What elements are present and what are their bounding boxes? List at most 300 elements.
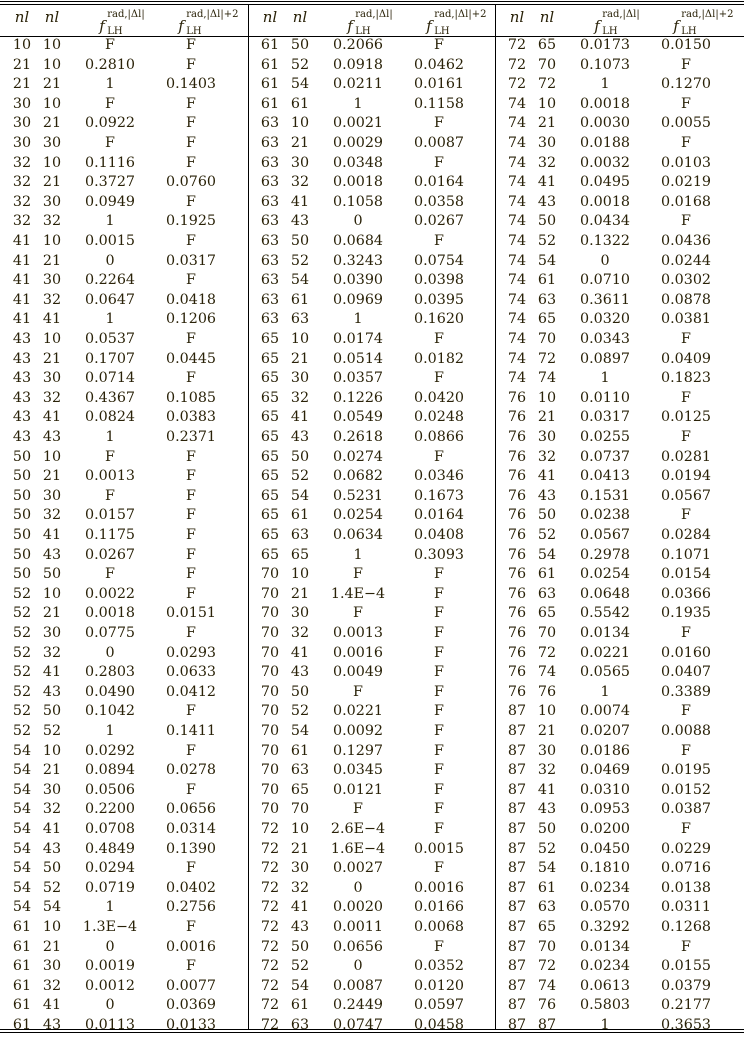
cell-n: 50 xyxy=(12,546,32,563)
cell-nprime: 72 xyxy=(537,76,557,93)
cell-n: 50 xyxy=(12,487,32,504)
cell-n: 70 xyxy=(260,585,280,602)
cell-nprime: 21 xyxy=(42,76,62,93)
cell-f-rad-dl: 0.0254 xyxy=(332,507,384,524)
cell-f-rad-dl-plus2: 0.0016 xyxy=(413,879,465,896)
cell-nprime: 32 xyxy=(290,879,310,896)
cell-f-rad-dl-plus2: 0.0656 xyxy=(165,801,217,818)
cell-f-rad-dl-plus2: 0.0878 xyxy=(660,291,712,308)
cell-n: 70 xyxy=(260,762,280,779)
cell-nprime: 61 xyxy=(290,997,310,1014)
cell-n: 72 xyxy=(260,938,280,955)
cell-nprime: 50 xyxy=(537,213,557,230)
cell-f-rad-dl-plus2: 0.1270 xyxy=(660,76,712,93)
cell-n: 50 xyxy=(12,448,32,465)
cell-n: 76 xyxy=(507,566,527,583)
cell-nprime: 43 xyxy=(42,546,62,563)
cell-f-rad-dl: 0.0016 xyxy=(332,644,384,661)
cell-f-rad-dl: 0.0537 xyxy=(84,331,136,347)
cell-nprime: 41 xyxy=(42,997,62,1014)
cell-n: 76 xyxy=(507,605,527,622)
cell-f-rad-dl-plus2: 0.0244 xyxy=(660,252,712,269)
cell-f-rad-dl: 0 xyxy=(105,938,115,955)
header-f-rad-dl-plus2: f rad,|Δl|+2 LH xyxy=(426,9,487,37)
cell-f-rad-dl: 0.0186 xyxy=(579,742,631,759)
cell-nprime: 21 xyxy=(42,350,62,367)
cell-f-rad-dl: 0.0013 xyxy=(332,625,384,641)
cell-nprime: 70 xyxy=(537,938,557,955)
cell-f-rad-dl: 0.0011 xyxy=(332,919,384,935)
cell-f-rad-dl: 1 xyxy=(600,683,610,700)
cell-f-rad-dl-plus2: 0.0278 xyxy=(165,762,217,779)
cell-f-rad-dl-plus2: 0.1823 xyxy=(660,370,712,387)
cell-f-rad-dl: F xyxy=(105,448,115,465)
cell-n: 87 xyxy=(507,703,527,720)
cell-f-rad-dl-plus2: F xyxy=(434,448,444,465)
cell-f-rad-dl-plus2: 0.0016 xyxy=(165,938,217,955)
cell-n: 50 xyxy=(12,507,32,524)
cell-n: 54 xyxy=(12,762,32,779)
cell-nprime: 63 xyxy=(537,585,557,602)
cell-f-rad-dl: 0.0200 xyxy=(579,821,631,837)
cell-nprime: 21 xyxy=(290,840,310,857)
cell-f-rad-dl-plus2: F xyxy=(681,742,691,759)
header-nl: nl xyxy=(14,8,30,26)
cell-nprime: 32 xyxy=(537,448,557,465)
cell-f-rad-dl-plus2: 0.0103 xyxy=(660,154,712,171)
cell-f-rad-dl-plus2: 0.0281 xyxy=(660,448,712,465)
cell-f-rad-dl: F xyxy=(353,566,363,583)
cell-n: 63 xyxy=(260,115,280,132)
cell-n: 32 xyxy=(12,213,32,230)
cell-nprime: 32 xyxy=(42,389,62,406)
cell-nprime: 52 xyxy=(42,879,62,896)
cell-n: 41 xyxy=(12,233,32,249)
cell-f-rad-dl-plus2: 0.0087 xyxy=(413,135,465,151)
cell-f-rad-dl: 0.0110 xyxy=(579,389,631,406)
cell-n: 74 xyxy=(507,311,527,328)
cell-f-rad-dl-plus2: 0.0138 xyxy=(660,879,712,896)
cell-nprime: 21 xyxy=(42,252,62,269)
cell-f-rad-dl-plus2: F xyxy=(434,742,444,759)
cell-f-rad-dl-plus2: 0.0229 xyxy=(660,840,712,857)
cell-f-rad-dl: 0.0018 xyxy=(84,605,136,622)
cell-nprime: 30 xyxy=(42,781,62,798)
cell-f-rad-dl: 0.0775 xyxy=(84,625,136,641)
cell-n: 72 xyxy=(260,899,280,916)
cell-f-rad-dl: 1.3E−4 xyxy=(82,919,138,935)
cell-nprime: 70 xyxy=(537,625,557,641)
cell-nprime: 61 xyxy=(290,95,310,112)
cell-f-rad-dl-plus2: F xyxy=(186,135,196,151)
cell-f-rad-dl: 0.0134 xyxy=(579,625,631,641)
cell-f-rad-dl-plus2: 0.0567 xyxy=(660,487,712,504)
cell-f-rad-dl-plus2: 0.0248 xyxy=(413,409,465,426)
cell-f-rad-dl: 1 xyxy=(105,899,115,916)
cell-f-rad-dl: 0.0357 xyxy=(332,370,384,387)
cell-f-rad-dl-plus2: 0.0597 xyxy=(413,997,465,1014)
cell-f-rad-dl-plus2: 0.1390 xyxy=(165,840,217,857)
cell-f-rad-dl-plus2: 0.3653 xyxy=(660,1017,712,1033)
cell-f-rad-dl: 0.2803 xyxy=(84,664,136,681)
cell-n: 65 xyxy=(260,507,280,524)
cell-nprime: 70 xyxy=(537,56,557,73)
cell-f-rad-dl: 0.0613 xyxy=(579,977,631,994)
cell-f-rad-dl-plus2: 0.0458 xyxy=(413,1017,465,1033)
cell-f-rad-dl-plus2: F xyxy=(434,938,444,955)
cell-f-rad-dl: 0.5542 xyxy=(579,605,631,622)
cell-f-rad-dl-plus2: F xyxy=(434,605,444,622)
cell-f-rad-dl: 1.4E−4 xyxy=(330,585,386,602)
cell-n: 87 xyxy=(507,938,527,955)
cell-f-rad-dl: 0.1042 xyxy=(84,703,136,720)
cell-n: 43 xyxy=(12,389,32,406)
cell-nprime: 30 xyxy=(42,487,62,504)
cell-nprime: 70 xyxy=(537,331,557,347)
cell-f-rad-dl: 0.3292 xyxy=(579,919,631,935)
cell-f-rad-dl-plus2: 0.0716 xyxy=(660,860,712,877)
cell-f-rad-dl: 1 xyxy=(105,213,115,230)
cell-f-rad-dl-plus2: F xyxy=(186,370,196,387)
cell-n: 70 xyxy=(260,703,280,720)
cell-f-rad-dl-plus2: 0.0068 xyxy=(413,919,465,935)
cell-nprime: 10 xyxy=(42,154,62,171)
cell-f-rad-dl: 0.0087 xyxy=(332,977,384,994)
cell-n: 72 xyxy=(260,977,280,994)
cell-n: 72 xyxy=(260,821,280,837)
cell-f-rad-dl: F xyxy=(105,487,115,504)
cell-n: 76 xyxy=(507,448,527,465)
cell-n: 74 xyxy=(507,370,527,387)
cell-f-rad-dl: 0 xyxy=(105,644,115,661)
cell-f-rad-dl: 0.5231 xyxy=(332,487,384,504)
cell-n: 74 xyxy=(507,193,527,210)
cell-n: 52 xyxy=(12,723,32,739)
cell-nprime: 10 xyxy=(42,742,62,759)
cell-n: 43 xyxy=(12,370,32,387)
cell-f-rad-dl-plus2: F xyxy=(681,938,691,955)
cell-f-rad-dl: 0.0173 xyxy=(579,37,631,53)
cell-f-rad-dl-plus2: F xyxy=(186,468,196,485)
cell-f-rad-dl-plus2: F xyxy=(186,448,196,465)
cell-f-rad-dl: 0.0320 xyxy=(579,311,631,328)
cell-nprime: 70 xyxy=(290,801,310,818)
cell-f-rad-dl: 0.0029 xyxy=(332,135,384,151)
cell-f-rad-dl: 0.0049 xyxy=(332,664,384,681)
cell-n: 61 xyxy=(260,76,280,93)
cell-f-rad-dl-plus2: F xyxy=(186,703,196,720)
cell-f-rad-dl-plus2: 0.0314 xyxy=(165,821,217,837)
cell-nprime: 32 xyxy=(42,291,62,308)
cell-f-rad-dl-plus2: 0.0420 xyxy=(413,389,465,406)
cell-n: 87 xyxy=(507,919,527,935)
cell-n: 74 xyxy=(507,213,527,230)
cell-f-rad-dl-plus2: F xyxy=(186,37,196,53)
cell-f-rad-dl: 0.1175 xyxy=(84,527,136,543)
cell-f-rad-dl-plus2: 0.0088 xyxy=(660,723,712,739)
cell-f-rad-dl: F xyxy=(353,801,363,818)
cell-f-rad-dl: 0.0092 xyxy=(332,723,384,739)
cell-f-rad-dl: 0.4367 xyxy=(84,389,136,406)
cell-f-rad-dl: 0.4849 xyxy=(84,840,136,857)
cell-n: 61 xyxy=(12,958,32,975)
cell-nprime: 43 xyxy=(42,429,62,445)
cell-nprime: 54 xyxy=(537,252,557,269)
cell-f-rad-dl-plus2: F xyxy=(186,331,196,347)
cell-nprime: 43 xyxy=(42,1017,62,1033)
cell-f-rad-dl: 1 xyxy=(600,76,610,93)
cell-f-rad-dl: 0 xyxy=(353,958,363,975)
cell-nprime: 63 xyxy=(290,762,310,779)
cell-f-rad-dl: 0.1073 xyxy=(579,56,631,73)
cell-f-rad-dl-plus2: 0.1673 xyxy=(413,487,465,504)
cell-nprime: 41 xyxy=(42,409,62,426)
cell-n: 76 xyxy=(507,527,527,543)
cell-f-rad-dl: 0 xyxy=(105,997,115,1014)
cell-nprime: 65 xyxy=(537,37,557,53)
cell-f-rad-dl: 0.0015 xyxy=(84,233,136,249)
cell-f-rad-dl-plus2: 0.0152 xyxy=(660,781,712,798)
cell-n: 72 xyxy=(260,840,280,857)
cell-n: 76 xyxy=(507,585,527,602)
cell-f-rad-dl: 0.0188 xyxy=(579,135,631,151)
cell-n: 70 xyxy=(260,801,280,818)
cell-f-rad-dl-plus2: 0.0302 xyxy=(660,272,712,289)
cell-n: 72 xyxy=(507,56,527,73)
cell-nprime: 43 xyxy=(537,193,557,210)
cell-f-rad-dl: 0.0549 xyxy=(332,409,384,426)
cell-nprime: 21 xyxy=(290,135,310,151)
top-rule xyxy=(0,1,744,2)
cell-f-rad-dl: 0.0134 xyxy=(579,938,631,955)
cell-nprime: 61 xyxy=(537,272,557,289)
cell-f-rad-dl: 0.2200 xyxy=(84,801,136,818)
cell-f-rad-dl-plus2: 0.0284 xyxy=(660,527,712,543)
cell-f-rad-dl: 0.0684 xyxy=(332,233,384,249)
cell-f-rad-dl-plus2: 0.0866 xyxy=(413,429,465,445)
cell-f-rad-dl: F xyxy=(105,95,115,112)
cell-f-rad-dl-plus2: F xyxy=(434,154,444,171)
cell-n: 54 xyxy=(12,801,32,818)
cell-f-rad-dl-plus2: 0.0151 xyxy=(165,605,217,622)
cell-nprime: 32 xyxy=(290,389,310,406)
cell-nprime: 54 xyxy=(290,487,310,504)
cell-f-rad-dl: 0.0234 xyxy=(579,879,631,896)
cell-nprime: 30 xyxy=(537,742,557,759)
cell-nprime: 41 xyxy=(42,664,62,681)
cell-f-rad-dl-plus2: 0.0462 xyxy=(413,56,465,73)
cell-f-rad-dl-plus2: F xyxy=(434,703,444,720)
cell-f-rad-dl-plus2: 0.0194 xyxy=(660,468,712,485)
cell-n: 54 xyxy=(12,860,32,877)
cell-f-rad-dl-plus2: 0.0293 xyxy=(165,644,217,661)
cell-f-rad-dl: 0.2066 xyxy=(332,37,384,53)
cell-nprime: 52 xyxy=(290,468,310,485)
cell-f-rad-dl-plus2: 0.2177 xyxy=(660,997,712,1014)
cell-n: 74 xyxy=(507,174,527,191)
cell-f-rad-dl: 0.0514 xyxy=(332,350,384,367)
cell-f-rad-dl: 0.0207 xyxy=(579,723,631,739)
cell-f-rad-dl-plus2: 0.2371 xyxy=(165,429,217,445)
cell-f-rad-dl-plus2: 0.0164 xyxy=(413,507,465,524)
cell-f-rad-dl: 1 xyxy=(105,429,115,445)
column-separator xyxy=(248,4,249,1030)
cell-n: 72 xyxy=(260,919,280,935)
cell-f-rad-dl-plus2: F xyxy=(681,429,691,445)
cell-nprime: 54 xyxy=(290,76,310,93)
cell-f-rad-dl: 0.0710 xyxy=(579,272,631,289)
cell-n: 52 xyxy=(12,605,32,622)
cell-f-rad-dl-plus2: 0.0352 xyxy=(413,958,465,975)
cell-f-rad-dl-plus2: F xyxy=(681,213,691,230)
cell-n: 76 xyxy=(507,389,527,406)
cell-f-rad-dl: 0.1322 xyxy=(579,233,631,249)
cell-n: 32 xyxy=(12,193,32,210)
cell-nprime: 10 xyxy=(290,331,310,347)
cell-f-rad-dl-plus2: F xyxy=(434,723,444,739)
cell-n: 65 xyxy=(260,527,280,543)
cell-f-rad-dl: 0.0656 xyxy=(332,938,384,955)
cell-nprime: 30 xyxy=(290,370,310,387)
cell-n: 72 xyxy=(260,1017,280,1033)
cell-f-rad-dl: 0.0682 xyxy=(332,468,384,485)
cell-n: 87 xyxy=(507,958,527,975)
cell-f-rad-dl: 0.0074 xyxy=(579,703,631,720)
cell-f-rad-dl: 0.0255 xyxy=(579,429,631,445)
cell-f-rad-dl: 0.0747 xyxy=(332,1017,384,1033)
cell-f-rad-dl-plus2: F xyxy=(434,566,444,583)
cell-f-rad-dl: 0.0310 xyxy=(579,781,631,798)
cell-nprime: 41 xyxy=(290,193,310,210)
cell-nprime: 43 xyxy=(290,664,310,681)
cell-f-rad-dl-plus2: 0.0366 xyxy=(660,585,712,602)
cell-f-rad-dl-plus2: 0.0168 xyxy=(660,193,712,210)
cell-n: 52 xyxy=(12,703,32,720)
header-f-rad-dl: f rad,|Δl| LH xyxy=(594,9,640,37)
cell-f-rad-dl-plus2: 0.0369 xyxy=(165,997,217,1014)
cell-n: 61 xyxy=(260,56,280,73)
cell-f-rad-dl-plus2: F xyxy=(681,507,691,524)
cell-n: 52 xyxy=(12,625,32,641)
cell-nprime: 50 xyxy=(290,37,310,53)
cell-nprime: 54 xyxy=(290,723,310,739)
cell-f-rad-dl-plus2: 0.0409 xyxy=(660,350,712,367)
cell-nprime: 10 xyxy=(290,821,310,837)
cell-f-rad-dl-plus2: 0.1620 xyxy=(413,311,465,328)
cell-n: 65 xyxy=(260,409,280,426)
cell-f-rad-dl: 0.0221 xyxy=(579,644,631,661)
cell-f-rad-dl: 0.1707 xyxy=(84,350,136,367)
cell-f-rad-dl: 0.0234 xyxy=(579,958,631,975)
cell-f-rad-dl-plus2: F xyxy=(186,625,196,641)
cell-f-rad-dl-plus2: F xyxy=(681,625,691,641)
cell-n: 54 xyxy=(12,821,32,837)
cell-f-rad-dl: 1 xyxy=(105,76,115,93)
cell-f-rad-dl-plus2: 0.0395 xyxy=(413,291,465,308)
cell-nprime: 10 xyxy=(290,115,310,132)
cell-n: 32 xyxy=(12,174,32,191)
cell-f-rad-dl: 0.0267 xyxy=(84,546,136,563)
cell-f-rad-dl-plus2: 0.0381 xyxy=(660,311,712,328)
cell-f-rad-dl: 0.0019 xyxy=(84,958,136,975)
cell-f-rad-dl: 0.0027 xyxy=(332,860,384,877)
cell-n: 76 xyxy=(507,507,527,524)
cell-f-rad-dl: 0.0737 xyxy=(579,448,631,465)
cell-nprime: 30 xyxy=(290,605,310,622)
cell-f-rad-dl-plus2: F xyxy=(186,527,196,543)
cell-f-rad-dl: 1 xyxy=(353,546,363,563)
cell-f-rad-dl-plus2: 0.0760 xyxy=(165,174,217,191)
cell-f-rad-dl-plus2: 0.0150 xyxy=(660,37,712,53)
cell-n: 52 xyxy=(12,683,32,700)
cell-f-rad-dl: 1 xyxy=(105,311,115,328)
cell-nprime: 63 xyxy=(290,527,310,543)
cell-n: 72 xyxy=(260,879,280,896)
cell-f-rad-dl: 0.0570 xyxy=(579,899,631,916)
cell-f-rad-dl: 0.0647 xyxy=(84,291,136,308)
cell-nprime: 74 xyxy=(537,370,557,387)
cell-f-rad-dl-plus2: F xyxy=(434,331,444,347)
cell-nprime: 41 xyxy=(42,527,62,543)
cell-n: 87 xyxy=(507,860,527,877)
cell-f-rad-dl-plus2: F xyxy=(434,115,444,132)
cell-n: 54 xyxy=(12,899,32,916)
cell-nprime: 52 xyxy=(537,840,557,857)
cell-n: 61 xyxy=(12,977,32,994)
cell-f-rad-dl: 0.1116 xyxy=(84,154,136,171)
cell-nprime: 30 xyxy=(42,625,62,641)
cell-nprime: 10 xyxy=(42,37,62,53)
cell-f-rad-dl: 0.5803 xyxy=(579,997,631,1014)
cell-f-rad-dl: 0.0922 xyxy=(84,115,136,132)
cell-f-rad-dl: 0.0565 xyxy=(579,664,631,681)
cell-f-rad-dl: 0.0157 xyxy=(84,507,136,524)
cell-nprime: 21 xyxy=(290,585,310,602)
cell-nprime: 32 xyxy=(290,174,310,191)
cell-n: 76 xyxy=(507,644,527,661)
cell-f-rad-dl-plus2: F xyxy=(434,644,444,661)
cell-f-rad-dl: 0.0018 xyxy=(579,193,631,210)
cell-nprime: 65 xyxy=(537,311,557,328)
cell-f-rad-dl-plus2: 0.0346 xyxy=(413,468,465,485)
cell-f-rad-dl: 0.2810 xyxy=(84,56,136,73)
cell-n: 76 xyxy=(507,683,527,700)
cell-f-rad-dl: 0.0894 xyxy=(84,762,136,779)
cell-nprime: 41 xyxy=(290,409,310,426)
cell-nprime: 21 xyxy=(42,115,62,132)
cell-nprime: 21 xyxy=(42,468,62,485)
cell-f-rad-dl-plus2: 0.0412 xyxy=(165,683,217,700)
cell-n: 76 xyxy=(507,664,527,681)
cell-f-rad-dl: 1 xyxy=(600,1017,610,1033)
cell-f-rad-dl: 0.0345 xyxy=(332,762,384,779)
cell-n: 87 xyxy=(507,977,527,994)
cell-n: 87 xyxy=(507,840,527,857)
cell-f-rad-dl-plus2: F xyxy=(434,762,444,779)
cell-nprime: 76 xyxy=(537,683,557,700)
cell-nprime: 10 xyxy=(42,95,62,112)
cell-nprime: 32 xyxy=(42,213,62,230)
cell-nprime: 61 xyxy=(290,742,310,759)
cell-nprime: 52 xyxy=(290,252,310,269)
cell-f-rad-dl: 0.0390 xyxy=(332,272,384,289)
cell-n: 30 xyxy=(12,95,32,112)
cell-f-rad-dl-plus2: F xyxy=(434,585,444,602)
cell-f-rad-dl-plus2: F xyxy=(186,781,196,798)
cell-f-rad-dl: 0.0020 xyxy=(332,899,384,916)
cell-nprime: 21 xyxy=(290,350,310,367)
cell-f-rad-dl: F xyxy=(105,135,115,151)
